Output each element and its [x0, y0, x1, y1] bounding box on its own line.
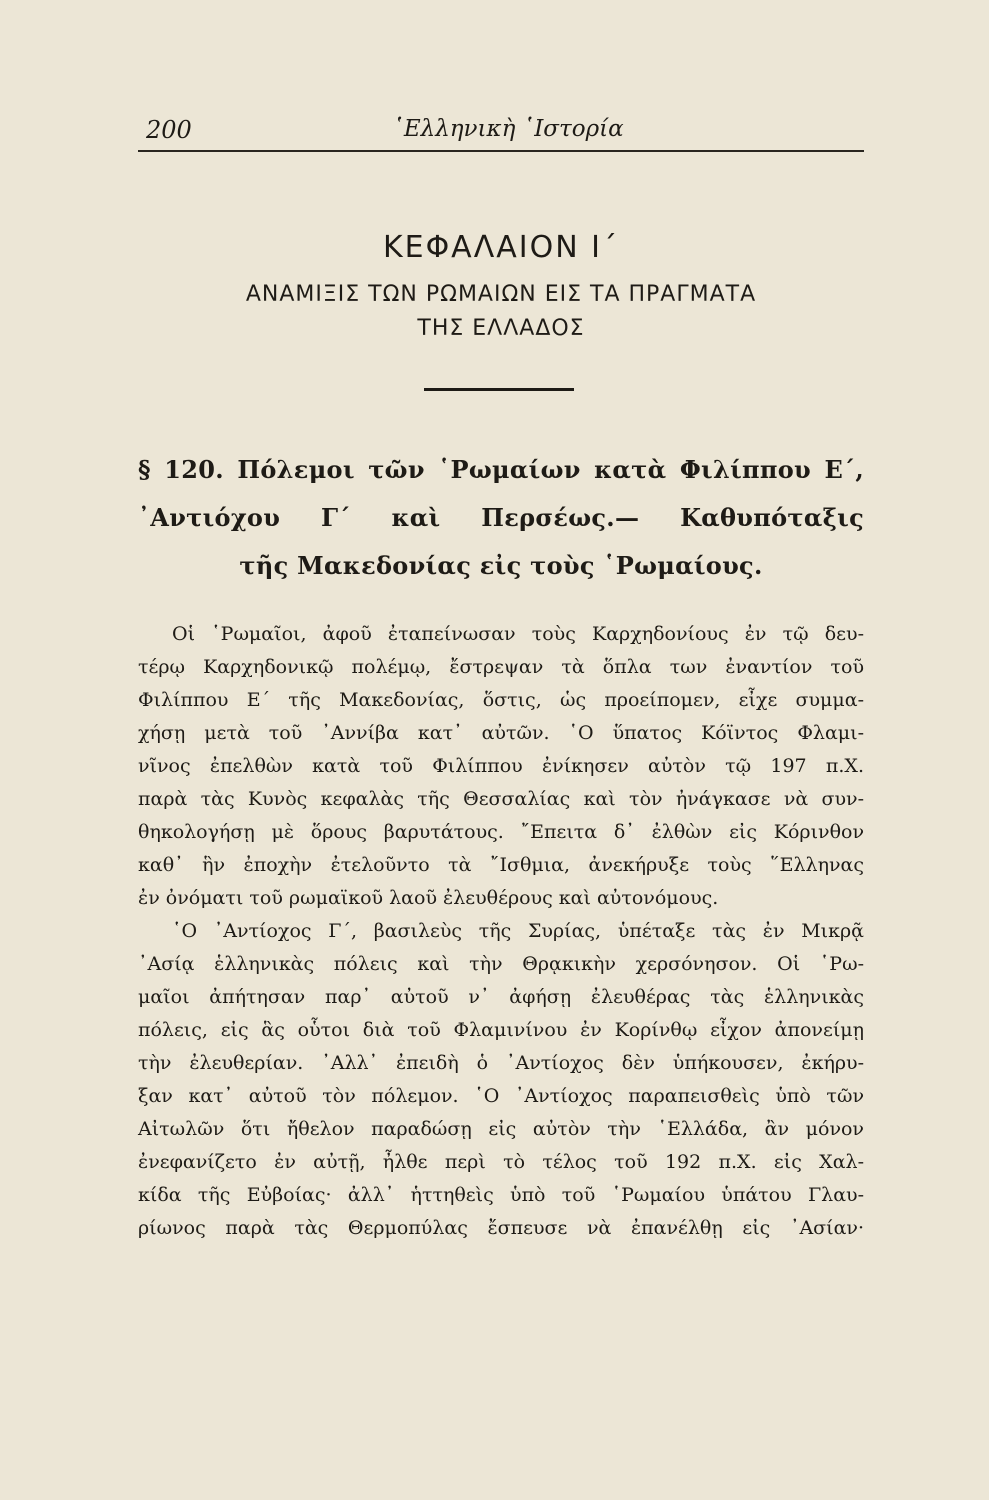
text-line: ἐν ὀνόματι τοῦ ρωμαϊκοῦ λαοῦ ἐλευθέρους καὶ αὐτονόμους. [138, 887, 719, 909]
text-line: νῖνος ἐπελθὼν κατὰ τοῦ Φιλίππου ἐνίκησεν αὐτὸν τῷ 197 π.Χ. [138, 755, 864, 777]
chapter-title-line: ΑΝΑΜΙΞΙΣ ΤΩΝ ΡΩΜΑΙΩΝ ΕΙΣ ΤΑ ΠΡΑΓΜΑΤΑ [245, 282, 757, 307]
running-title: ῾Ελληνικὴ ῾Ιστορία [392, 116, 624, 142]
section-heading [138, 446, 864, 590]
text-line: ξαν κατ᾿ αὐτοῦ τὸν πόλεμον. ῾Ο ᾿Αντίοχος παραπεισθεὶς ὑπὸ τῶν [138, 1085, 864, 1107]
text-line: Αἰτωλῶν ὅτι ἤθελον παραδώσῃ εἰς αὐτὸν τὴν ῾Ελλάδα, ἂν μόνον [138, 1118, 864, 1140]
text-line: καθ᾿ ἣν ἐποχὴν ἐτελοῦντο τὰ ῎Ισθμια, ἀνεκήρυξε τοὺς ῞Ελληνας [138, 854, 864, 876]
section-heading-line: τῆς Μακεδονίας εἰς τοὺς ῾Ρωμαίους. [239, 551, 763, 580]
chapter-title [138, 278, 864, 346]
text-line: παρὰ τὰς Κυνὸς κεφαλὰς τῆς Θεσσαλίας καὶ τὸν ἠνάγκασε νὰ συν- [138, 788, 864, 810]
text-line: Οἱ ῾Ρωμαῖοι, ἀφοῦ ἐταπείνωσαν τοὺς Καρχηδονίους ἐν τῷ δευ- [172, 623, 864, 645]
text-line: ἐνεφανίζετο ἐν αὐτῇ, ἦλθε περὶ τὸ τέλος τοῦ 192 π.Χ. εἰς Χαλ- [138, 1151, 864, 1173]
text-line: ῾Ο ᾿Αντίοχος Γ΄, βασιλεὺς τῆς Συρίας, ὑπέταξε τὰς ἐν Μικρᾷ [172, 920, 864, 942]
section-heading-line: ᾿Αντιόχου Γ΄ καὶ Περσέως.— Καθυπόταξις [138, 503, 864, 532]
text-line: κίδα τῆς Εὐβοίας· ἀλλ᾿ ἡττηθεὶς ὑπὸ τοῦ ῾Ρωμαίου ὑπάτου Γλαυ- [138, 1184, 864, 1206]
chapter-label: ΚΕΦΑΛΑΙΟΝ Ι΄ [382, 230, 620, 265]
text-line: τὴν ἐλευθερίαν. ᾿Αλλ᾿ ἐπειδὴ ὁ ᾿Αντίοχος δὲν ὑπήκουσεν, ἐκήρυ- [138, 1052, 864, 1074]
text-line: μαῖοι ἀπήτησαν παρ᾿ αὐτοῦ ν᾿ ἀφήσῃ ἐλευθέρας τὰς ἑλληνικὰς [138, 986, 864, 1008]
chapter-title-line: ΤΗΣ ΕΛΛΑΔΟΣ [417, 316, 585, 341]
page-header [138, 110, 864, 152]
text-line: ᾿Ασίᾳ ἑλληνικὰς πόλεις καὶ τὴν Θρᾳκικὴν χερσόνησον. Οἱ ῾Ρω- [138, 953, 864, 975]
text-line: πόλεις, εἰς ἃς οὗτοι διὰ τοῦ Φλαμινίνου ἐν Κορίνθῳ εἶχον ἀπονείμῃ [138, 1019, 864, 1041]
text-line: τέρῳ Καρχηδονικῷ πολέμῳ, ἔστρεψαν τὰ ὅπλα των ἐναντίον τοῦ [138, 656, 864, 678]
body-text [138, 618, 864, 1245]
text-line: ρίωνος παρὰ τὰς Θερμοπύλας ἔσπευσε νὰ ἐπανέλθῃ εἰς ᾿Ασίαν· [138, 1217, 864, 1239]
text-line: χήσῃ μετὰ τοῦ ᾿Αννίβα κατ᾿ αὐτῶν. ῾Ο ὕπατος Κόϊντος Φλαμι- [138, 722, 864, 744]
page-number: 200 [146, 116, 192, 144]
text-line: Φιλίππου Ε΄ τῆς Μακεδονίας, ὅστις, ὡς προείπομεν, εἶχε συμμα- [138, 689, 864, 711]
chapter-divider-rule [424, 388, 574, 391]
section-heading-line: § 120. Πόλεμοι τῶν ῾Ρωμαίων κατὰ Φιλίππου Ε΄, [138, 455, 864, 484]
chapter-heading [138, 228, 864, 346]
text-line: θηκολογήσῃ μὲ ὅρους βαρυτάτους. ῎Επειτα δ᾿ ἐλθὼν εἰς Κόρινθον [138, 821, 864, 843]
